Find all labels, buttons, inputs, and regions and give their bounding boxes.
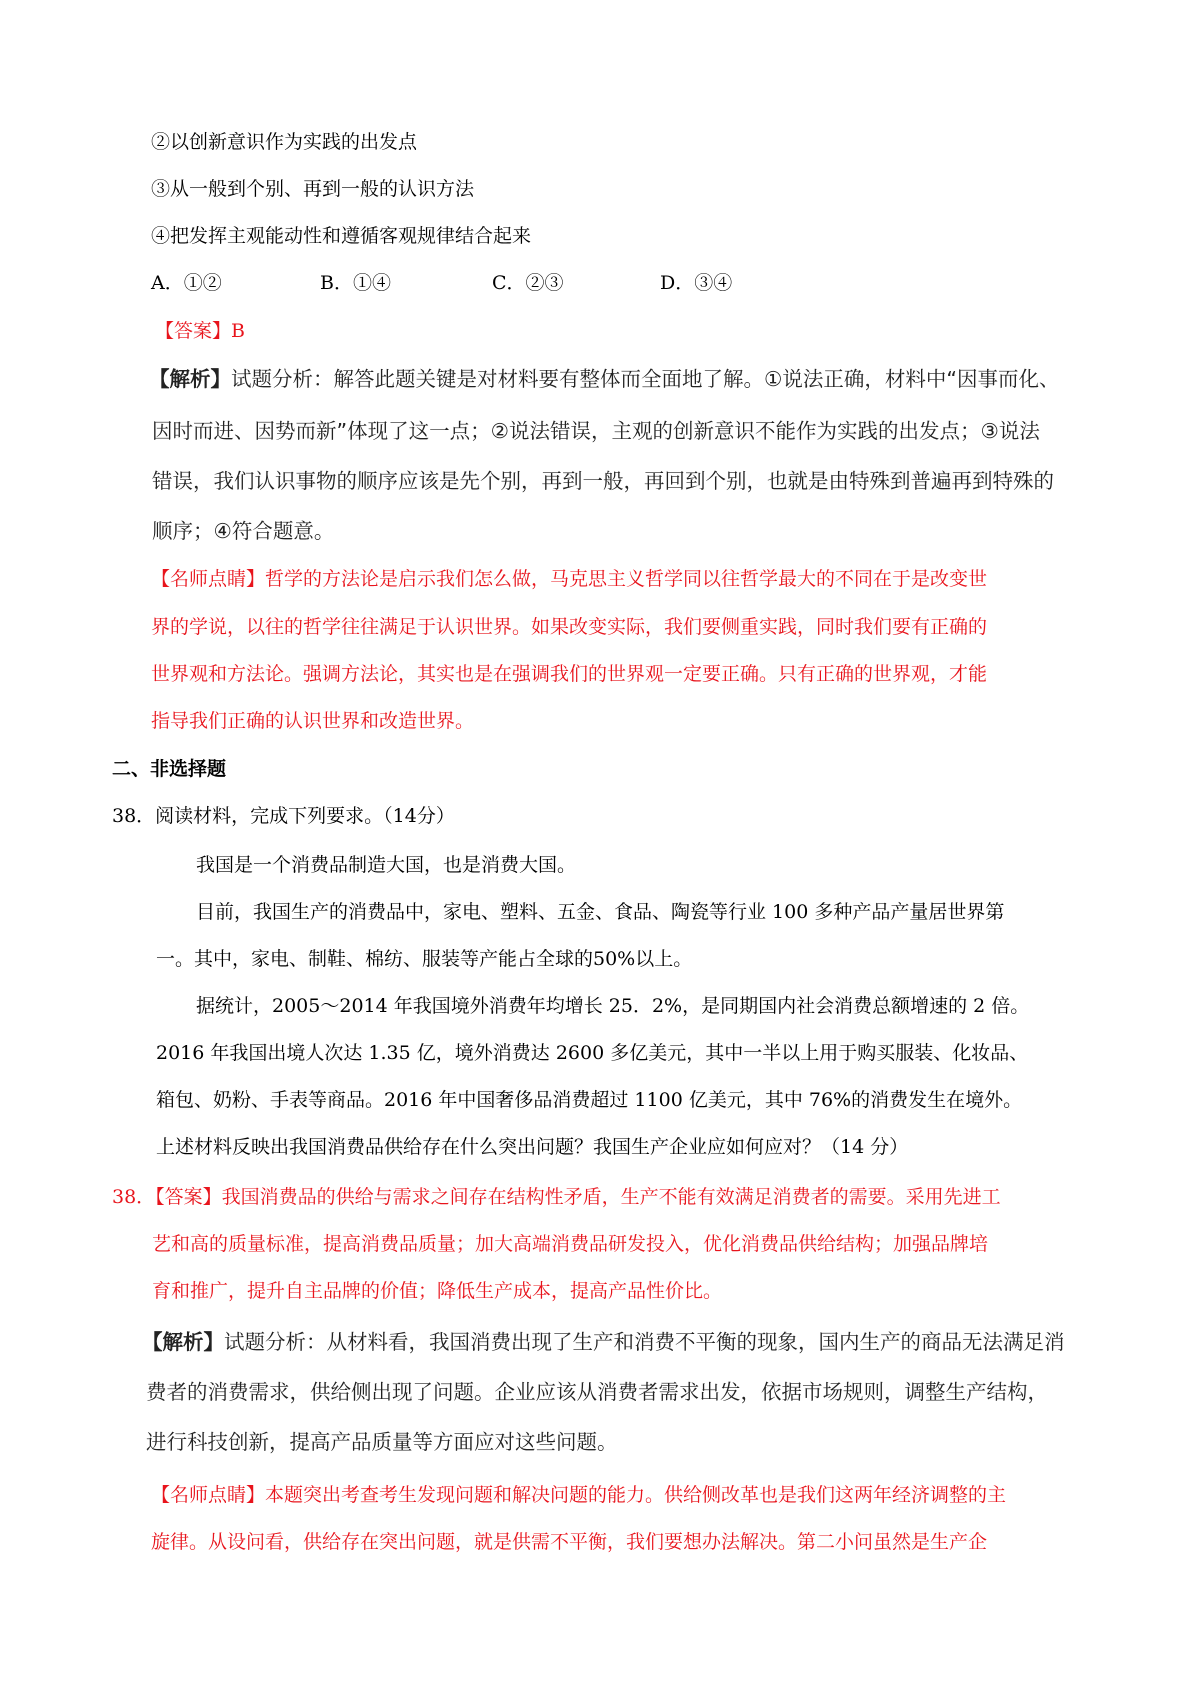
q37-analysis-line-3: 错误，我们认识事物的顺序应该是先个别，再到一般，再回到个别，也就是由特殊到普遍再到特殊的 bbox=[152, 469, 1054, 493]
q37-answer: 【答案】B bbox=[155, 320, 245, 342]
q37-tips-line-1: 【名师点睛】哲学的方法论是启示我们怎么做，马克思主义哲学同以往哲学最大的不同在于是改变世 bbox=[151, 568, 988, 590]
q38-tips-line-1: 【名师点睛】本题突出考查考生发现问题和解决问题的能力。供给侧改革也是我们这两年经济调整的主 bbox=[151, 1484, 1007, 1506]
q38-material-line-6: 箱包、奶粉、手表等商品。2016 年中国奢侈品消费超过 1100 亿美元，其中 76%的消费发生在境外。 bbox=[156, 1089, 1023, 1111]
q38-prompt: 38．阅读材料，完成下列要求。（14分） bbox=[112, 805, 455, 827]
analysis-label: 【解析】 bbox=[142, 1330, 224, 1354]
q37-option-d: D．③④ bbox=[660, 272, 733, 294]
q37-item-4: ④把发挥主观能动性和遵循客观规律结合起来 bbox=[151, 225, 532, 247]
q37-option-c: C．②③ bbox=[492, 272, 564, 294]
q38-answer-line-3: 育和推广，提升自主品牌的价值；降低生产成本，提高产品性价比。 bbox=[152, 1280, 723, 1302]
q37-analysis-line-4: 顺序；④符合题意。 bbox=[152, 519, 335, 543]
analysis-label: 【解析】 bbox=[149, 367, 231, 391]
q38-material-line-1: 我国是一个消费品制造大国，也是消费大国。 bbox=[196, 854, 577, 876]
q38-question: 上述材料反映出我国消费品供给存在什么突出问题？我国生产企业应如何应对？（14 分） bbox=[156, 1136, 909, 1158]
q38-material-line-5: 2016 年我国出境人次达 1.35 亿，境外消费达 2600 多亿美元，其中一半以上用于购买服装、化妆品、 bbox=[156, 1042, 1029, 1064]
section-heading: 二、非选择题 bbox=[112, 758, 227, 780]
q38-material-line-2: 目前，我国生产的消费品中，家电、塑料、五金、食品、陶瓷等行业 100 多种产品产量居世界第 bbox=[196, 901, 1005, 923]
q37-item-2: ②以创新意识作为实践的出发点 bbox=[151, 131, 418, 153]
q38-answer-line-1: 38．【答案】我国消费品的供给与需求之间存在结构性矛盾，生产不能有效满足消费者的需要。采用先进工 bbox=[112, 1186, 1001, 1208]
q37-item-3: ③从一般到个别、再到一般的认识方法 bbox=[151, 178, 475, 200]
q38-analysis-line-2: 费者的消费需求，供给侧出现了问题。企业应该从消费者需求出发，依据市场规则，调整生产结构， bbox=[146, 1380, 1048, 1404]
q37-analysis-line-1: 【解析】试题分析：解答此题关键是对材料要有整体而全面地了解。①说法正确，材料中“因事而化、 bbox=[149, 367, 1060, 391]
q37-option-a: A．①② bbox=[151, 272, 222, 294]
q37-tips-line-2: 界的学说，以往的哲学往往满足于认识世界。如果改变实际，我们要侧重实践，同时我们要有正确的 bbox=[151, 616, 988, 638]
q38-answer-line-2: 艺和高的质量标准，提高消费品质量；加大高端消费品研发投入，优化消费品供给结构；加强品牌培 bbox=[152, 1233, 989, 1255]
q37-tips-line-4: 指导我们正确的认识世界和改造世界。 bbox=[151, 710, 475, 732]
q38-tips-line-2: 旋律。从设问看，供给存在突出问题，就是供需不平衡，我们要想办法解决。第二小问虽然是生产企 bbox=[151, 1531, 988, 1553]
q38-analysis-line-3: 进行科技创新，提高产品质量等方面应对这些问题。 bbox=[146, 1430, 618, 1454]
q38-analysis-line-1: 【解析】试题分析：从材料看，我国消费出现了生产和消费不平衡的现象，国内生产的商品无法满足消 bbox=[142, 1330, 1065, 1354]
q38-material-line-3: 一。其中，家电、制鞋、棉纺、服装等产能占全球的50%以上。 bbox=[156, 948, 693, 970]
q37-analysis-line-2: 因时而进、因势而新”体现了这一点；②说法错误，主观的创新意识不能作为实践的出发点；③说法 bbox=[152, 419, 1040, 443]
q37-option-b: B．①④ bbox=[320, 272, 391, 294]
q38-material-line-4: 据统计，2005～2014 年我国境外消费年均增长 25．2%，是同期国内社会消费总额增速的 2 倍。 bbox=[196, 995, 1030, 1017]
q37-tips-line-3: 世界观和方法论。强调方法论，其实也是在强调我们的世界观一定要正确。只有正确的世界观，才能 bbox=[151, 663, 988, 685]
